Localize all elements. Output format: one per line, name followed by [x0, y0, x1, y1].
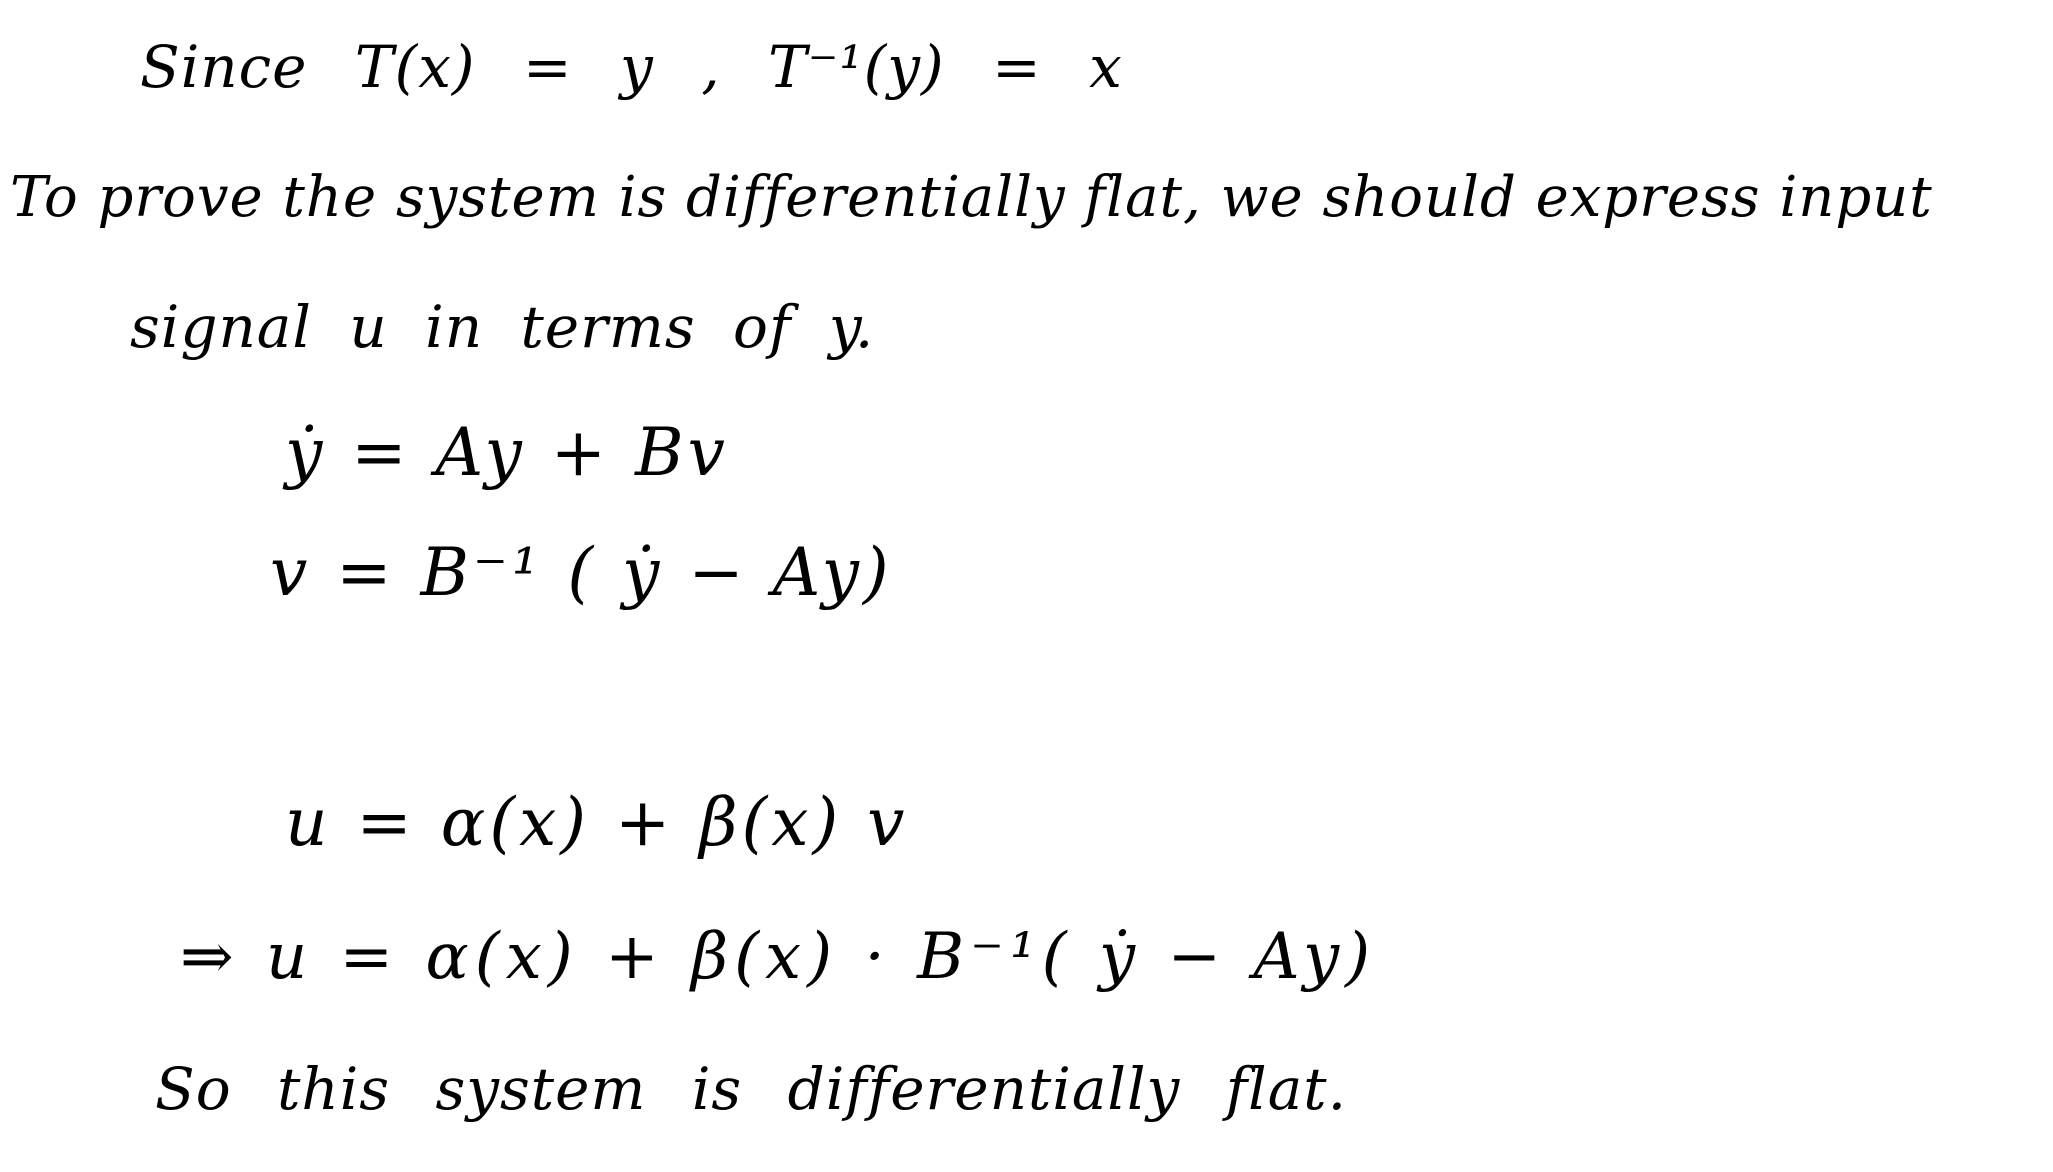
equation-implies-u: ⇒ u = α(x) + β(x) · B⁻¹( ẏ − Ay): [180, 920, 1377, 994]
equation-ydot: ẏ = Ay + Bv: [285, 414, 729, 491]
line-to-prove: To prove the system is differentially flat, we should express input: [10, 165, 1933, 230]
equation-v: v = B⁻¹ ( ẏ − Ay): [270, 534, 893, 611]
equation-u: u = α(x) + β(x) v: [285, 784, 909, 861]
line-conclusion: So this system is differentially flat.: [155, 1055, 1348, 1123]
line-signal: signal u in terms of y.: [130, 293, 875, 361]
line-since: Since T(x) = y , T⁻¹(y) = x: [140, 33, 1123, 101]
